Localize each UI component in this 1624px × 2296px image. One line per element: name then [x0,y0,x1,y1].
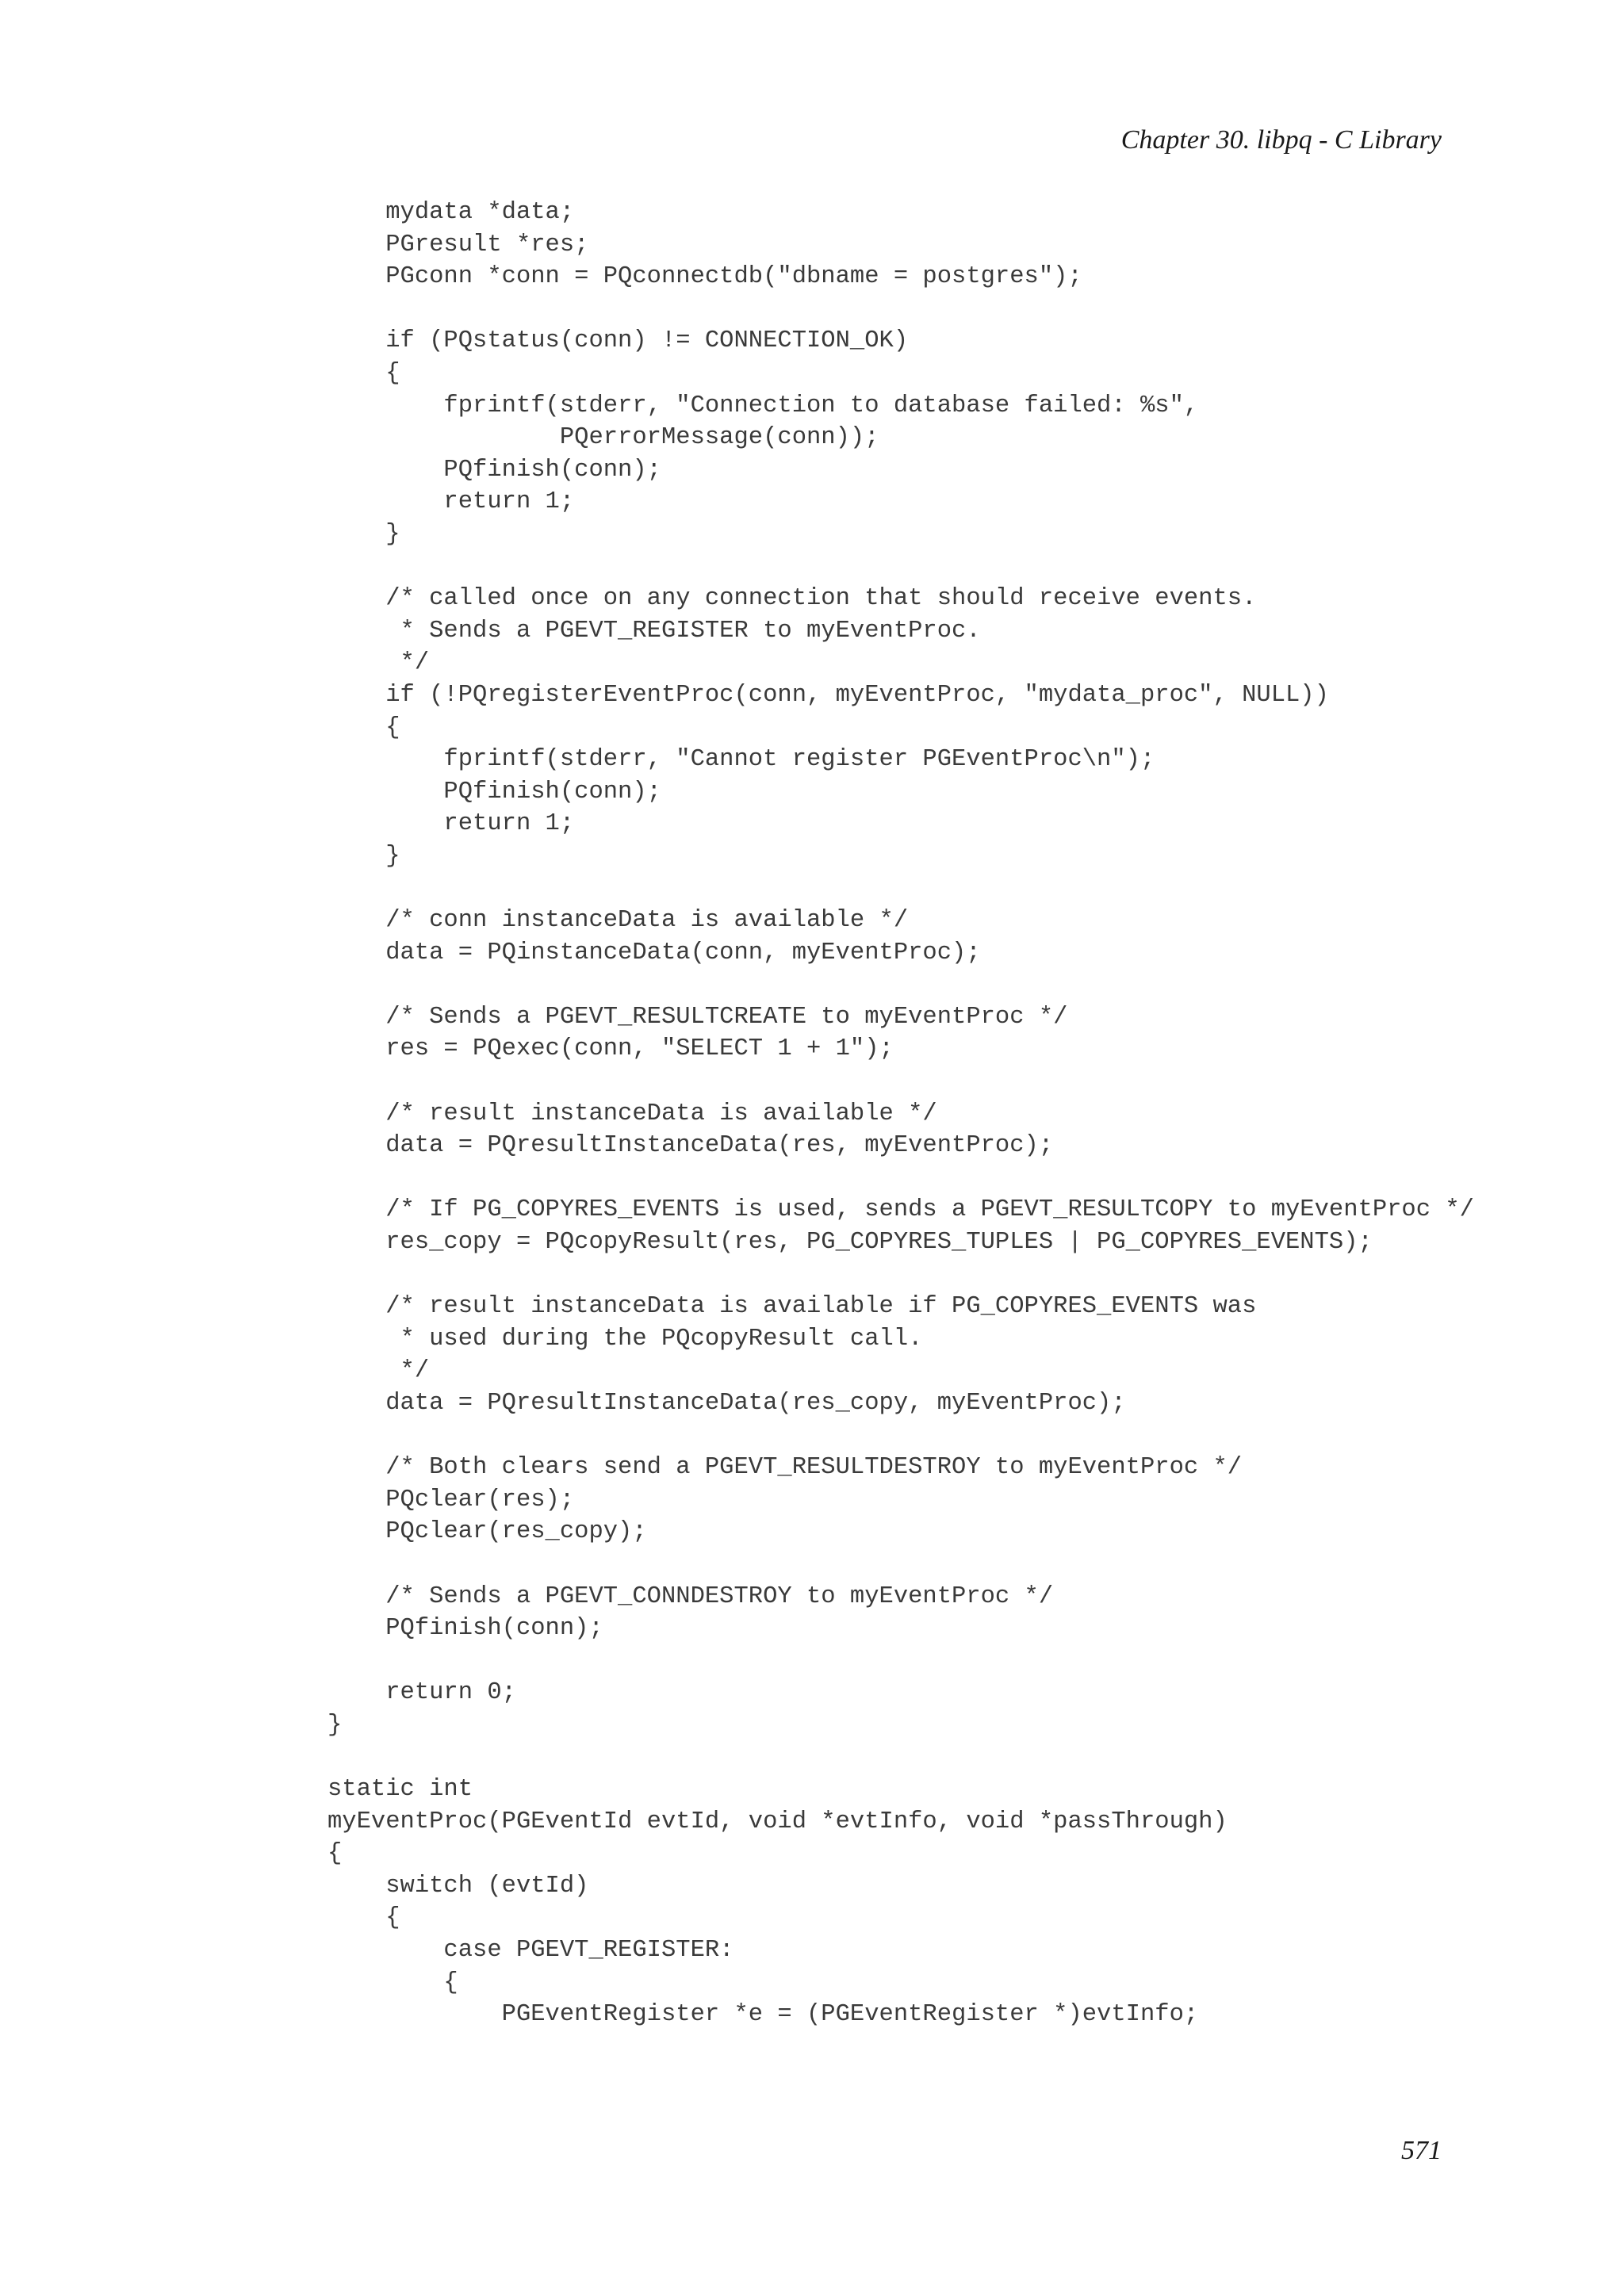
code-line: case PGEVT_REGISTER: [327,1937,734,1965]
code-line: PGresult *res; [327,231,589,258]
code-line: } [327,1711,343,1739]
page-number: 571 [1401,2136,1442,2165]
code-line: /* conn instanceData is available */ [327,907,909,935]
code-line [327,551,1474,584]
code-line [327,1420,1474,1452]
code-line: PQfinish(conn); [327,456,661,484]
code-listing [327,197,1474,2031]
code-line: fprintf(stderr, "Connection to database failed: %s", [327,392,1199,419]
code-line: if (PQstatus(conn) != CONNECTION_OK) [327,327,909,355]
code-line: PQerrorMessage(conn)); [327,424,879,452]
code-line: return 0; [327,1679,516,1707]
code-line: res_copy = PQcopyResult(res, PG_COPYRES_TUPLES | PG_COPYRES_EVENTS); [327,1229,1373,1256]
code-line: { [327,714,400,741]
code-line [327,293,1474,326]
code-line [327,969,1474,1001]
code-line: mydata *data; [327,199,575,226]
running-header: Chapter 30. libpq - C Library [1120,125,1442,155]
code-line: return 1; [327,488,575,516]
code-line [327,1066,1474,1098]
code-line: PQclear(res); [327,1486,575,1513]
code-line: { [327,1969,458,1996]
code-line: { [327,1904,400,1932]
code-line [327,1548,1474,1581]
code-line: } [327,520,400,548]
code-line: data = PQinstanceData(conn, myEventProc); [327,939,981,966]
code-line: { [327,359,400,387]
code-line: /* Both clears send a PGEVT_RESULTDESTROY to myEventProc */ [327,1454,1243,1482]
code-line: PQclear(res_copy); [327,1518,647,1546]
code-line: /* result instanceData is available */ [327,1100,937,1127]
code-line: */ [327,649,430,677]
code-line [327,1645,1474,1678]
code-line: } [327,842,400,870]
code-line [327,1742,1474,1774]
code-line [327,872,1474,905]
code-line: /* result instanceData is available if PG_COPYRES_EVENTS was [327,1293,1257,1321]
code-line: * used during the PQcopyResult call. [327,1325,923,1353]
code-line: /* called once on any connection that should receive events. [327,585,1257,613]
code-line: { [327,1840,343,1868]
code-line: /* If PG_COPYRES_EVENTS is used, sends a PGEVT_RESULTCOPY to myEventProc */ [327,1196,1474,1224]
code-line: if (!PQregisterEventProc(conn, myEventProc, "mydata_proc", NULL)) [327,681,1329,709]
code-line: /* Sends a PGEVT_CONNDESTROY to myEventProc */ [327,1582,1054,1610]
code-line: */ [327,1357,430,1385]
code-line: * Sends a PGEVT_REGISTER to myEventProc. [327,617,981,645]
code-line: /* Sends a PGEVT_RESULTCREATE to myEventProc */ [327,1003,1068,1031]
code-line: data = PQresultInstanceData(res, myEventProc); [327,1132,1054,1160]
code-line [327,1259,1474,1292]
code-line: PQfinish(conn); [327,778,661,806]
code-line: switch (evtId) [327,1872,589,1900]
code-line: static int [327,1776,473,1804]
code-line: PGEventRegister *e = (PGEventRegister *)evtInfo; [327,2001,1199,2029]
code-line: res = PQexec(conn, "SELECT 1 + 1"); [327,1035,894,1063]
code-line [327,1162,1474,1195]
code-line: fprintf(stderr, "Cannot register PGEventProc\n"); [327,746,1155,774]
code-line: data = PQresultInstanceData(res_copy, myEventProc); [327,1389,1126,1417]
code-line: PGconn *conn = PQconnectdb("dbname = postgres"); [327,263,1082,291]
code-line: return 1; [327,810,575,838]
code-line: myEventProc(PGEventId evtId, void *evtInfo, void *passThrough) [327,1808,1228,1835]
code-line: PQfinish(conn); [327,1615,603,1643]
